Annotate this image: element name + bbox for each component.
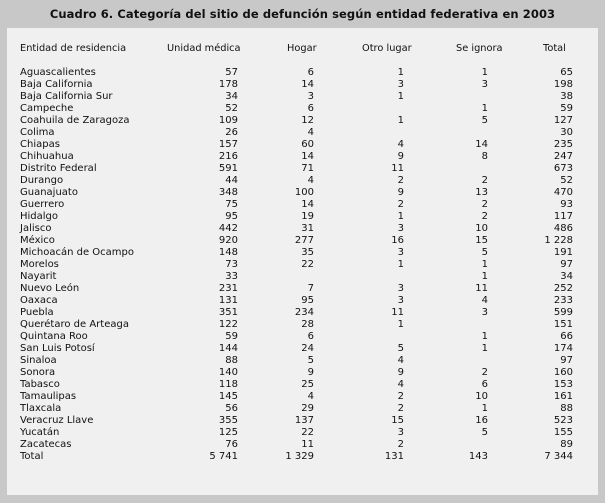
row-otro-lugar: 2	[397, 199, 404, 210]
row-hogar: 4	[307, 391, 314, 402]
row-hogar: 28	[301, 319, 314, 330]
row-se-ignora: 1	[481, 343, 488, 354]
table-row	[7, 379, 598, 391]
row-otro-lugar: 3	[397, 295, 404, 306]
row-total: 247	[553, 151, 573, 162]
row-unidad-medica: 216	[218, 151, 238, 162]
row-total: 235	[553, 139, 573, 150]
row-unidad-medica: 125	[218, 427, 238, 438]
row-entidad: Distrito Federal	[20, 163, 97, 174]
row-otro-lugar: 1	[397, 259, 404, 270]
row-se-ignora: 143	[468, 451, 488, 462]
row-hogar: 14	[301, 151, 314, 162]
row-total: 127	[553, 115, 573, 126]
row-unidad-medica: 59	[225, 331, 238, 342]
row-se-ignora: 1	[481, 67, 488, 78]
row-otro-lugar: 9	[397, 187, 404, 198]
row-total: 97	[560, 259, 573, 270]
row-entidad: Baja California	[20, 79, 93, 90]
header-unidad-medica: Unidad médica	[167, 43, 241, 54]
row-total: 673	[553, 163, 573, 174]
row-otro-lugar: 2	[397, 403, 404, 414]
table-row	[7, 235, 598, 247]
row-unidad-medica: 52	[225, 103, 238, 114]
table-row	[7, 199, 598, 211]
row-hogar: 6	[307, 67, 314, 78]
table-row	[7, 151, 598, 163]
row-se-ignora: 1	[481, 331, 488, 342]
row-total: 153	[553, 379, 573, 390]
row-total: 174	[553, 343, 573, 354]
row-unidad-medica: 34	[225, 91, 238, 102]
row-otro-lugar: 16	[391, 235, 404, 246]
row-entidad: Coahuila de Zaragoza	[20, 115, 130, 126]
table-row	[7, 211, 598, 223]
row-entidad: Oaxaca	[20, 295, 58, 306]
row-hogar: 7	[307, 283, 314, 294]
row-se-ignora: 10	[475, 223, 488, 234]
row-total: 52	[560, 175, 573, 186]
table-row	[7, 67, 598, 79]
row-unidad-medica: 75	[225, 199, 238, 210]
row-otro-lugar: 9	[397, 367, 404, 378]
row-se-ignora: 15	[475, 235, 488, 246]
table-row	[7, 127, 598, 139]
row-se-ignora: 3	[481, 79, 488, 90]
row-total: 30	[560, 127, 573, 138]
row-se-ignora: 2	[481, 211, 488, 222]
row-se-ignora: 13	[475, 187, 488, 198]
row-se-ignora: 3	[481, 307, 488, 318]
row-entidad: Quintana Roo	[20, 331, 88, 342]
row-total: 38	[560, 91, 573, 102]
row-hogar: 6	[307, 103, 314, 114]
row-total: 155	[553, 427, 573, 438]
row-hogar: 5	[307, 355, 314, 366]
row-hogar: 277	[294, 235, 314, 246]
row-hogar: 19	[301, 211, 314, 222]
row-otro-lugar: 9	[397, 151, 404, 162]
row-hogar: 71	[301, 163, 314, 174]
row-hogar: 35	[301, 247, 314, 258]
table-row	[7, 391, 598, 403]
row-total: 97	[560, 355, 573, 366]
row-total: 66	[560, 331, 573, 342]
table-row	[7, 79, 598, 91]
row-otro-lugar: 3	[397, 283, 404, 294]
row-otro-lugar: 1	[397, 319, 404, 330]
row-hogar: 9	[307, 367, 314, 378]
table-row	[7, 355, 598, 367]
table-row	[7, 295, 598, 307]
row-otro-lugar: 15	[391, 415, 404, 426]
row-entidad: Zacatecas	[20, 439, 72, 450]
row-total: 117	[553, 211, 573, 222]
row-total: 160	[553, 367, 573, 378]
header-se-ignora: Se ignora	[456, 43, 503, 54]
row-se-ignora: 11	[475, 283, 488, 294]
row-otro-lugar: 4	[397, 355, 404, 366]
row-entidad: Sonora	[20, 367, 56, 378]
row-hogar: 3	[307, 91, 314, 102]
row-se-ignora: 14	[475, 139, 488, 150]
row-total: 151	[553, 319, 573, 330]
row-entidad: Tabasco	[20, 379, 60, 390]
row-total: 599	[553, 307, 573, 318]
row-otro-lugar: 1	[397, 91, 404, 102]
row-total: 470	[553, 187, 573, 198]
row-total: 34	[560, 271, 573, 282]
row-unidad-medica: 76	[225, 439, 238, 450]
table-row	[7, 283, 598, 295]
table-row	[7, 115, 598, 127]
row-otro-lugar: 5	[397, 343, 404, 354]
table-row	[7, 319, 598, 331]
row-entidad: Colima	[20, 127, 55, 138]
row-otro-lugar: 11	[391, 307, 404, 318]
row-otro-lugar: 1	[397, 115, 404, 126]
row-entidad: Guerrero	[20, 199, 65, 210]
row-unidad-medica: 73	[225, 259, 238, 270]
row-entidad: Baja California Sur	[20, 91, 113, 102]
row-se-ignora: 2	[481, 367, 488, 378]
row-se-ignora: 1	[481, 259, 488, 270]
row-total: 233	[553, 295, 573, 306]
row-total: 191	[553, 247, 573, 258]
row-se-ignora: 5	[481, 427, 488, 438]
row-total: 88	[560, 403, 573, 414]
row-unidad-medica: 591	[218, 163, 238, 174]
row-unidad-medica: 95	[225, 211, 238, 222]
row-hogar: 100	[294, 187, 314, 198]
table-row	[7, 307, 598, 319]
row-unidad-medica: 122	[218, 319, 238, 330]
row-entidad: Chiapas	[20, 139, 60, 150]
row-otro-lugar: 2	[397, 439, 404, 450]
table-row	[7, 103, 598, 115]
row-total: 1 228	[544, 235, 573, 246]
row-entidad: San Luis Potosí	[20, 343, 95, 354]
row-entidad: Nayarit	[20, 271, 57, 282]
row-unidad-medica: 131	[218, 295, 238, 306]
table-row	[7, 271, 598, 283]
row-entidad: Michoacán de Ocampo	[20, 247, 135, 258]
row-hogar: 29	[301, 403, 314, 414]
row-entidad: Sinaloa	[20, 355, 57, 366]
row-unidad-medica: 442	[218, 223, 238, 234]
row-otro-lugar: 2	[397, 391, 404, 402]
row-hogar: 4	[307, 127, 314, 138]
row-unidad-medica: 148	[218, 247, 238, 258]
row-entidad: Yucatán	[20, 427, 60, 438]
row-hogar: 22	[301, 427, 314, 438]
row-entidad: Veracruz Llave	[20, 415, 94, 426]
table-total-row	[7, 451, 598, 463]
row-hogar: 60	[301, 139, 314, 150]
row-total: 65	[560, 67, 573, 78]
row-hogar: 6	[307, 331, 314, 342]
table-row	[7, 139, 598, 151]
row-entidad: México	[20, 235, 55, 246]
row-total: 89	[560, 439, 573, 450]
table-row	[7, 247, 598, 259]
row-unidad-medica: 920	[218, 235, 238, 246]
table-row	[7, 427, 598, 439]
row-otro-lugar: 3	[397, 247, 404, 258]
row-hogar: 234	[294, 307, 314, 318]
row-entidad: Durango	[20, 175, 64, 186]
row-hogar: 95	[301, 295, 314, 306]
row-entidad: Querétaro de Arteaga	[20, 319, 129, 330]
row-entidad: Nuevo León	[20, 283, 80, 294]
row-unidad-medica: 145	[218, 391, 238, 402]
row-hogar: 31	[301, 223, 314, 234]
row-se-ignora: 1	[481, 403, 488, 414]
row-entidad: Morelos	[20, 259, 59, 270]
row-total: 252	[553, 283, 573, 294]
row-otro-lugar: 131	[384, 451, 404, 462]
table-row	[7, 331, 598, 343]
row-entidad: Jalisco	[20, 223, 52, 234]
row-entidad: Chihuahua	[20, 151, 74, 162]
table-row	[7, 187, 598, 199]
row-entidad: Total	[20, 451, 44, 462]
row-se-ignora: 2	[481, 199, 488, 210]
row-unidad-medica: 140	[218, 367, 238, 378]
row-unidad-medica: 348	[218, 187, 238, 198]
row-total: 93	[560, 199, 573, 210]
table-row	[7, 259, 598, 271]
row-se-ignora: 2	[481, 175, 488, 186]
table-row	[7, 403, 598, 415]
table-row	[7, 415, 598, 427]
row-hogar: 1 329	[285, 451, 314, 462]
row-se-ignora: 5	[481, 115, 488, 126]
row-unidad-medica: 231	[218, 283, 238, 294]
row-otro-lugar: 3	[397, 79, 404, 90]
row-se-ignora: 10	[475, 391, 488, 402]
table-header-row	[7, 43, 598, 55]
table-title: Cuadro 6. Categoría del sitio de defunción según entidad federativa en 2003	[49, 7, 556, 21]
row-hogar: 14	[301, 79, 314, 90]
row-entidad: Tamaulipas	[20, 391, 77, 402]
header-hogar: Hogar	[287, 43, 317, 54]
row-se-ignora: 1	[481, 103, 488, 114]
row-unidad-medica: 157	[218, 139, 238, 150]
header-entidad: Entidad de residencia	[20, 43, 127, 54]
row-otro-lugar: 4	[397, 139, 404, 150]
row-se-ignora: 4	[481, 295, 488, 306]
row-unidad-medica: 178	[218, 79, 238, 90]
row-otro-lugar: 1	[397, 211, 404, 222]
table-row	[7, 163, 598, 175]
row-total: 198	[553, 79, 573, 90]
row-otro-lugar: 3	[397, 223, 404, 234]
row-otro-lugar: 11	[391, 163, 404, 174]
row-total: 486	[553, 223, 573, 234]
row-hogar: 22	[301, 259, 314, 270]
row-total: 523	[553, 415, 573, 426]
row-total: 7 344	[544, 451, 573, 462]
row-hogar: 25	[301, 379, 314, 390]
row-se-ignora: 8	[481, 151, 488, 162]
row-se-ignora: 6	[481, 379, 488, 390]
row-hogar: 14	[301, 199, 314, 210]
row-unidad-medica: 5 741	[209, 451, 238, 462]
row-otro-lugar: 4	[397, 379, 404, 390]
row-entidad: Campeche	[20, 103, 74, 114]
row-se-ignora: 16	[475, 415, 488, 426]
table-panel	[7, 28, 598, 495]
row-hogar: 24	[301, 343, 314, 354]
row-total: 161	[553, 391, 573, 402]
row-hogar: 137	[294, 415, 314, 426]
table-row	[7, 343, 598, 355]
header-total: Total	[543, 43, 566, 54]
row-otro-lugar: 1	[397, 67, 404, 78]
row-entidad: Aguascalientes	[20, 67, 96, 78]
row-total: 59	[560, 103, 573, 114]
header-otro-lugar: Otro lugar	[362, 43, 412, 54]
table-row	[7, 367, 598, 379]
row-hogar: 4	[307, 175, 314, 186]
table-row	[7, 175, 598, 187]
row-se-ignora: 1	[481, 271, 488, 282]
row-unidad-medica: 351	[218, 307, 238, 318]
row-unidad-medica: 88	[225, 355, 238, 366]
row-entidad: Puebla	[20, 307, 54, 318]
row-unidad-medica: 109	[218, 115, 238, 126]
row-otro-lugar: 3	[397, 427, 404, 438]
row-hogar: 12	[301, 115, 314, 126]
row-unidad-medica: 118	[218, 379, 238, 390]
row-unidad-medica: 144	[218, 343, 238, 354]
row-otro-lugar: 2	[397, 175, 404, 186]
table-row	[7, 91, 598, 103]
row-unidad-medica: 355	[218, 415, 238, 426]
row-unidad-medica: 44	[225, 175, 238, 186]
row-unidad-medica: 57	[225, 67, 238, 78]
row-unidad-medica: 26	[225, 127, 238, 138]
row-hogar: 11	[301, 439, 314, 450]
row-entidad: Guanajuato	[20, 187, 78, 198]
row-entidad: Tlaxcala	[20, 403, 62, 414]
row-unidad-medica: 56	[225, 403, 238, 414]
row-entidad: Hidalgo	[20, 211, 59, 222]
row-unidad-medica: 33	[225, 271, 238, 282]
row-se-ignora: 5	[481, 247, 488, 258]
table-row	[7, 223, 598, 235]
table-row	[7, 439, 598, 451]
